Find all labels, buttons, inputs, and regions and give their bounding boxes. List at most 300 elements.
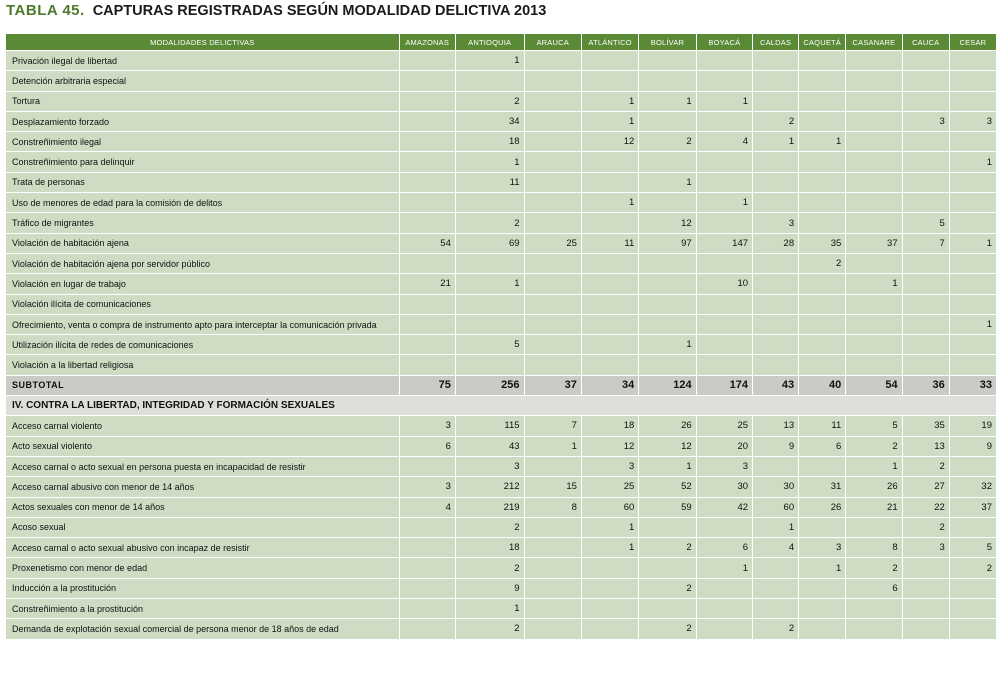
value-cell [399, 599, 455, 619]
value-cell: 2 [455, 558, 524, 578]
value-cell [581, 294, 638, 314]
value-cell [799, 314, 846, 334]
value-cell: 69 [455, 233, 524, 253]
value-cell [753, 193, 799, 213]
value-cell [524, 253, 581, 273]
value-cell [902, 51, 949, 71]
row-label: Privación ilegal de libertad [6, 51, 400, 71]
table-row [6, 274, 997, 294]
value-cell [799, 152, 846, 172]
value-cell: 59 [639, 497, 696, 517]
value-cell [949, 599, 996, 619]
value-cell: 1 [846, 274, 902, 294]
row-label: Violación de habitación ajena por servidor público [6, 253, 400, 273]
value-cell: 3 [753, 213, 799, 233]
row-label: Tráfico de migrantes [6, 213, 400, 233]
value-cell [949, 132, 996, 152]
value-cell [399, 558, 455, 578]
table-row [6, 71, 997, 91]
value-cell [846, 314, 902, 334]
column-header: ATLÁNTICO [581, 34, 638, 51]
value-cell: 37 [524, 375, 581, 395]
value-cell [902, 558, 949, 578]
value-cell [696, 152, 752, 172]
value-cell [399, 51, 455, 71]
value-cell [399, 172, 455, 192]
table-row [6, 213, 997, 233]
value-cell [696, 71, 752, 91]
value-cell [902, 91, 949, 111]
value-cell [524, 558, 581, 578]
column-header: CAUCA [902, 34, 949, 51]
value-cell [799, 619, 846, 639]
value-cell: 6 [696, 538, 752, 558]
value-cell [524, 619, 581, 639]
row-label: Utilización ilícita de redes de comunicaciones [6, 335, 400, 355]
value-cell [846, 71, 902, 91]
value-cell [696, 355, 752, 375]
value-cell [753, 274, 799, 294]
value-cell [581, 274, 638, 294]
value-cell [902, 152, 949, 172]
value-cell [696, 51, 752, 71]
value-cell: 22 [902, 497, 949, 517]
value-cell [524, 71, 581, 91]
row-label: Trata de personas [6, 172, 400, 192]
value-cell [399, 294, 455, 314]
value-cell: 37 [846, 233, 902, 253]
table-row [6, 152, 997, 172]
value-cell [455, 193, 524, 213]
value-cell: 6 [799, 436, 846, 456]
value-cell [902, 578, 949, 598]
table-title [6, 2, 546, 24]
value-cell [949, 71, 996, 91]
row-label: Violación de habitación ajena [6, 233, 400, 253]
value-cell: 10 [696, 274, 752, 294]
value-cell: 256 [455, 375, 524, 395]
value-cell [902, 253, 949, 273]
section-title: IV. CONTRA LA LIBERTAD, INTEGRIDAD Y FORMACIÓN SEXUALES [6, 396, 997, 416]
value-cell: 11 [455, 172, 524, 192]
value-cell [581, 71, 638, 91]
value-cell [902, 132, 949, 152]
row-label: Desplazamiento forzado [6, 111, 400, 131]
value-cell: 1 [846, 456, 902, 476]
value-cell [455, 253, 524, 273]
value-cell: 37 [949, 497, 996, 517]
value-cell: 21 [846, 497, 902, 517]
value-cell [753, 558, 799, 578]
value-cell [581, 314, 638, 334]
value-cell: 8 [846, 538, 902, 558]
value-cell [399, 619, 455, 639]
value-cell [455, 294, 524, 314]
value-cell: 1 [696, 193, 752, 213]
value-cell [399, 193, 455, 213]
value-cell [753, 578, 799, 598]
value-cell: 2 [639, 619, 696, 639]
value-cell [846, 213, 902, 233]
table-row [6, 294, 997, 314]
value-cell [696, 578, 752, 598]
value-cell: 33 [949, 375, 996, 395]
value-cell: 2 [902, 456, 949, 476]
value-cell [753, 253, 799, 273]
value-cell: 30 [753, 477, 799, 497]
value-cell [524, 111, 581, 131]
value-cell: 19 [949, 416, 996, 436]
value-cell: 25 [696, 416, 752, 436]
value-cell [799, 111, 846, 131]
value-cell [949, 619, 996, 639]
table-header-row [6, 34, 997, 51]
value-cell [696, 335, 752, 355]
value-cell: 5 [846, 416, 902, 436]
value-cell: 1 [455, 51, 524, 71]
value-cell [799, 274, 846, 294]
value-cell: 1 [799, 132, 846, 152]
row-label: Proxenetismo con menor de edad [6, 558, 400, 578]
value-cell [949, 517, 996, 537]
value-cell: 25 [581, 477, 638, 497]
row-label: Acoso sexual [6, 517, 400, 537]
column-header: CESAR [949, 34, 996, 51]
value-cell: 3 [455, 456, 524, 476]
value-cell [799, 294, 846, 314]
value-cell [799, 91, 846, 111]
value-cell [902, 314, 949, 334]
value-cell [846, 193, 902, 213]
value-cell: 212 [455, 477, 524, 497]
value-cell: 60 [581, 497, 638, 517]
value-cell [524, 517, 581, 537]
value-cell: 40 [799, 375, 846, 395]
value-cell: 2 [639, 538, 696, 558]
value-cell: 25 [524, 233, 581, 253]
value-cell [639, 51, 696, 71]
value-cell [639, 152, 696, 172]
value-cell [639, 274, 696, 294]
value-cell [455, 355, 524, 375]
value-cell: 11 [581, 233, 638, 253]
value-cell: 1 [753, 132, 799, 152]
value-cell [949, 578, 996, 598]
value-cell: 9 [753, 436, 799, 456]
value-cell [846, 517, 902, 537]
value-cell [799, 71, 846, 91]
value-cell: 124 [639, 375, 696, 395]
value-cell: 1 [455, 152, 524, 172]
value-cell [846, 51, 902, 71]
table-row [6, 172, 997, 192]
value-cell [846, 355, 902, 375]
row-label: Acceso carnal o acto sexual abusivo con incapaz de resistir [6, 538, 400, 558]
value-cell [753, 355, 799, 375]
value-cell: 11 [799, 416, 846, 436]
value-cell [753, 91, 799, 111]
column-header: BOYACÁ [696, 34, 752, 51]
value-cell: 43 [753, 375, 799, 395]
value-cell [949, 91, 996, 111]
value-cell: 12 [581, 436, 638, 456]
table-row [6, 497, 997, 517]
value-cell [846, 619, 902, 639]
table-row [6, 314, 997, 334]
value-cell: 3 [399, 477, 455, 497]
data-table [5, 33, 997, 640]
value-cell [639, 517, 696, 537]
value-cell [524, 599, 581, 619]
value-cell: 75 [399, 375, 455, 395]
table-row [6, 355, 997, 375]
value-cell: 1 [639, 91, 696, 111]
value-cell [581, 152, 638, 172]
table-row [6, 619, 997, 639]
value-cell: 27 [902, 477, 949, 497]
row-label: Actos sexuales con menor de 14 años [6, 497, 400, 517]
value-cell: 1 [581, 193, 638, 213]
value-cell: 3 [581, 456, 638, 476]
value-cell [753, 294, 799, 314]
table-row [6, 111, 997, 131]
value-cell [524, 294, 581, 314]
value-cell: 1 [581, 517, 638, 537]
value-cell: 219 [455, 497, 524, 517]
value-cell [902, 172, 949, 192]
value-cell: 21 [399, 274, 455, 294]
value-cell: 1 [753, 517, 799, 537]
row-label: Demanda de explotación sexual comercial de persona menor de 18 años de edad [6, 619, 400, 639]
value-cell: 1 [639, 335, 696, 355]
value-cell [696, 294, 752, 314]
value-cell [399, 132, 455, 152]
value-cell: 31 [799, 477, 846, 497]
value-cell: 12 [581, 132, 638, 152]
row-label: Constreñimiento a la prostitución [6, 599, 400, 619]
row-label: Acceso carnal abusivo con menor de 14 años [6, 477, 400, 497]
value-cell: 1 [949, 314, 996, 334]
value-cell [753, 314, 799, 334]
value-cell: 1 [581, 91, 638, 111]
column-header: ARAUCA [524, 34, 581, 51]
value-cell: 18 [581, 416, 638, 436]
value-cell: 28 [753, 233, 799, 253]
value-cell: 34 [581, 375, 638, 395]
value-cell: 18 [455, 538, 524, 558]
value-cell: 1 [949, 233, 996, 253]
value-cell [696, 599, 752, 619]
value-cell: 6 [399, 436, 455, 456]
value-cell: 20 [696, 436, 752, 456]
value-cell: 18 [455, 132, 524, 152]
value-cell [581, 619, 638, 639]
value-cell [902, 619, 949, 639]
value-cell [639, 314, 696, 334]
value-cell [753, 152, 799, 172]
value-cell [799, 456, 846, 476]
value-cell: 34 [455, 111, 524, 131]
value-cell [846, 172, 902, 192]
value-cell [949, 294, 996, 314]
value-cell [696, 619, 752, 639]
table-row [6, 91, 997, 111]
value-cell [753, 456, 799, 476]
value-cell: 26 [799, 497, 846, 517]
value-cell [524, 91, 581, 111]
value-cell: 1 [581, 538, 638, 558]
value-cell [846, 294, 902, 314]
table-row [6, 253, 997, 273]
column-header: CAQUETÁ [799, 34, 846, 51]
value-cell [524, 193, 581, 213]
value-cell: 3 [949, 111, 996, 131]
value-cell [949, 456, 996, 476]
value-cell [799, 51, 846, 71]
value-cell: 5 [455, 335, 524, 355]
table-row [6, 538, 997, 558]
value-cell: 1 [581, 111, 638, 131]
value-cell: 97 [639, 233, 696, 253]
value-cell [399, 253, 455, 273]
value-cell [399, 111, 455, 131]
value-cell: 2 [455, 91, 524, 111]
value-cell: 4 [696, 132, 752, 152]
value-cell: 35 [902, 416, 949, 436]
value-cell [902, 599, 949, 619]
value-cell [399, 578, 455, 598]
value-cell [581, 578, 638, 598]
value-cell [455, 314, 524, 334]
table-row [6, 456, 997, 476]
value-cell: 1 [639, 456, 696, 476]
value-cell: 35 [799, 233, 846, 253]
value-cell: 2 [753, 619, 799, 639]
value-cell: 8 [524, 497, 581, 517]
value-cell: 2 [639, 132, 696, 152]
value-cell [902, 71, 949, 91]
value-cell: 9 [949, 436, 996, 456]
value-cell [696, 111, 752, 131]
value-cell [399, 91, 455, 111]
value-cell: 26 [639, 416, 696, 436]
column-header: CASANARE [846, 34, 902, 51]
value-cell [753, 71, 799, 91]
value-cell: 5 [949, 538, 996, 558]
value-cell: 36 [902, 375, 949, 395]
value-cell: 26 [846, 477, 902, 497]
value-cell: 4 [399, 497, 455, 517]
table-row [6, 477, 997, 497]
value-cell: 54 [846, 375, 902, 395]
value-cell [799, 578, 846, 598]
value-cell: 5 [902, 213, 949, 233]
value-cell: 2 [846, 558, 902, 578]
row-label: Tortura [6, 91, 400, 111]
value-cell [581, 558, 638, 578]
value-cell [524, 538, 581, 558]
value-cell [524, 274, 581, 294]
value-cell: 42 [696, 497, 752, 517]
value-cell [902, 193, 949, 213]
value-cell: 12 [639, 213, 696, 233]
value-cell: 43 [455, 436, 524, 456]
value-cell [949, 335, 996, 355]
subtotal-row [6, 375, 997, 395]
table-row [6, 335, 997, 355]
table-row [6, 416, 997, 436]
value-cell [399, 71, 455, 91]
value-cell: 3 [799, 538, 846, 558]
value-cell [799, 355, 846, 375]
value-cell: 4 [753, 538, 799, 558]
table-row [6, 578, 997, 598]
value-cell: 174 [696, 375, 752, 395]
value-cell [846, 132, 902, 152]
value-cell: 54 [399, 233, 455, 253]
value-cell [949, 253, 996, 273]
value-cell [581, 213, 638, 233]
value-cell: 7 [902, 233, 949, 253]
value-cell [399, 538, 455, 558]
row-label: Detención arbitraria especial [6, 71, 400, 91]
value-cell: 2 [799, 253, 846, 273]
value-cell: 30 [696, 477, 752, 497]
value-cell [524, 335, 581, 355]
value-cell [524, 51, 581, 71]
value-cell: 3 [696, 456, 752, 476]
value-cell: 52 [639, 477, 696, 497]
table-row [6, 558, 997, 578]
value-cell [696, 213, 752, 233]
value-cell: 3 [399, 416, 455, 436]
value-cell: 3 [902, 538, 949, 558]
value-cell [696, 517, 752, 537]
value-cell [949, 193, 996, 213]
value-cell: 1 [799, 558, 846, 578]
row-label: Ofrecimiento, venta o compra de instrumento apto para interceptar la comunicación privada [6, 314, 400, 334]
value-cell [524, 172, 581, 192]
column-header: BOLÍVAR [639, 34, 696, 51]
value-cell: 1 [696, 91, 752, 111]
value-cell [902, 294, 949, 314]
row-label: Acceso carnal o acto sexual en persona puesta en incapacidad de resistir [6, 456, 400, 476]
value-cell [799, 213, 846, 233]
row-label: Constreñimiento ilegal [6, 132, 400, 152]
value-cell [581, 599, 638, 619]
value-cell [846, 335, 902, 355]
value-cell [846, 111, 902, 131]
value-cell [524, 132, 581, 152]
value-cell [799, 517, 846, 537]
value-cell [949, 172, 996, 192]
value-cell: 2 [639, 578, 696, 598]
column-header: AMAZONAS [399, 34, 455, 51]
value-cell: 13 [902, 436, 949, 456]
value-cell: 32 [949, 477, 996, 497]
column-header-modalidades: MODALIDADES DELICTIVAS [6, 34, 400, 51]
table-row [6, 517, 997, 537]
table-row [6, 51, 997, 71]
value-cell: 60 [753, 497, 799, 517]
value-cell [753, 172, 799, 192]
value-cell [639, 294, 696, 314]
value-cell [949, 213, 996, 233]
value-cell [696, 172, 752, 192]
value-cell: 1 [455, 599, 524, 619]
value-cell: 147 [696, 233, 752, 253]
value-cell: 3 [902, 111, 949, 131]
